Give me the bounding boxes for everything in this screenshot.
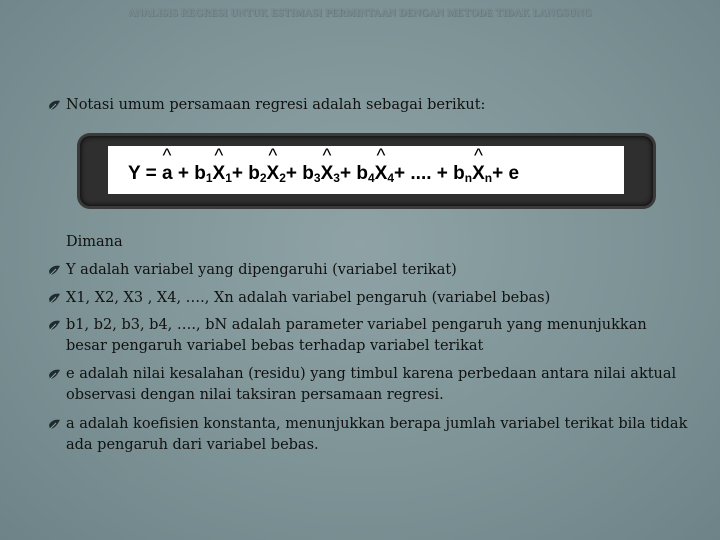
- formula-sub-xn: n: [484, 171, 493, 185]
- formula-term: + .... + b: [394, 163, 465, 184]
- leaf-bullet-icon: [48, 368, 61, 381]
- formula-term: + b: [285, 163, 314, 184]
- leaf-bullet-icon: [48, 99, 61, 112]
- formula-x1: ^ X: [213, 163, 226, 185]
- formula-sub-x4: 4: [387, 171, 395, 185]
- formula-x2: ^ X: [267, 163, 280, 185]
- definition-text: X1, X2, X3 , X4, …., Xn adalah variabel pengaruh (variabel bebas): [66, 290, 551, 306]
- formula-sub-x1: 1: [225, 171, 232, 185]
- definition-item: [48, 288, 688, 309]
- leaf-bullet-icon: [48, 418, 61, 431]
- formula-y: ^ Y = a + b: [128, 163, 206, 185]
- formula-sub-b4: 4: [367, 171, 375, 185]
- leaf-bullet-icon: [48, 319, 61, 332]
- formula-sub-bn: n: [464, 171, 473, 185]
- definition-text: Y adalah variabel yang dipengaruhi (variabel terikat): [66, 262, 457, 278]
- definition-text: b1, b2, b3, b4, …., bN adalah parameter variabel pengaruh yang menunjukkan besar pengaruh variabel bebas terhadap variabel terikat: [66, 317, 647, 354]
- leaf-bullet-icon: [48, 264, 61, 277]
- formula-term: + b: [231, 163, 260, 184]
- definition-item: [48, 315, 688, 357]
- leaf-bullet-icon: [48, 292, 61, 305]
- definition-item: [48, 260, 688, 281]
- formula-x4: ^ X: [375, 163, 388, 185]
- formula-sub-x3: 3: [333, 171, 340, 185]
- regression-formula: [108, 146, 624, 194]
- definition-item: [48, 364, 688, 406]
- intro-text: Notasi umum persamaan regresi adalah sebagai berikut:: [66, 97, 486, 113]
- formula-sub-x2: 2: [279, 171, 286, 185]
- dimana-label: Dimana: [66, 234, 123, 250]
- formula-term: + e: [492, 163, 520, 184]
- definition-text: a adalah koefisien konstanta, menunjukkan berapa jumlah variabel terikat bila tidak ada pengaruh dari variabel bebas.: [66, 416, 688, 453]
- intro-bullet: [48, 95, 688, 116]
- formula-xn: ^ X: [472, 163, 485, 185]
- formula-sub-b2: 2: [259, 171, 267, 185]
- formula-sub-b1: 1: [205, 171, 213, 185]
- definition-item: [48, 414, 688, 456]
- formula-x3: ^ X: [321, 163, 334, 185]
- formula-term: + b: [339, 163, 368, 184]
- slide-title: ANALISIS REGRESI UNTUK ESTIMASI PERMINTAAN DENGAN METODE TIDAK LANGSUNG: [128, 8, 592, 19]
- formula-sub-b3: 3: [313, 171, 321, 185]
- definition-text: e adalah nilai kesalahan (residu) yang timbul karena perbedaan antara nilai aktual observasi dengan nilai taksiran persamaan regresi.: [66, 366, 677, 403]
